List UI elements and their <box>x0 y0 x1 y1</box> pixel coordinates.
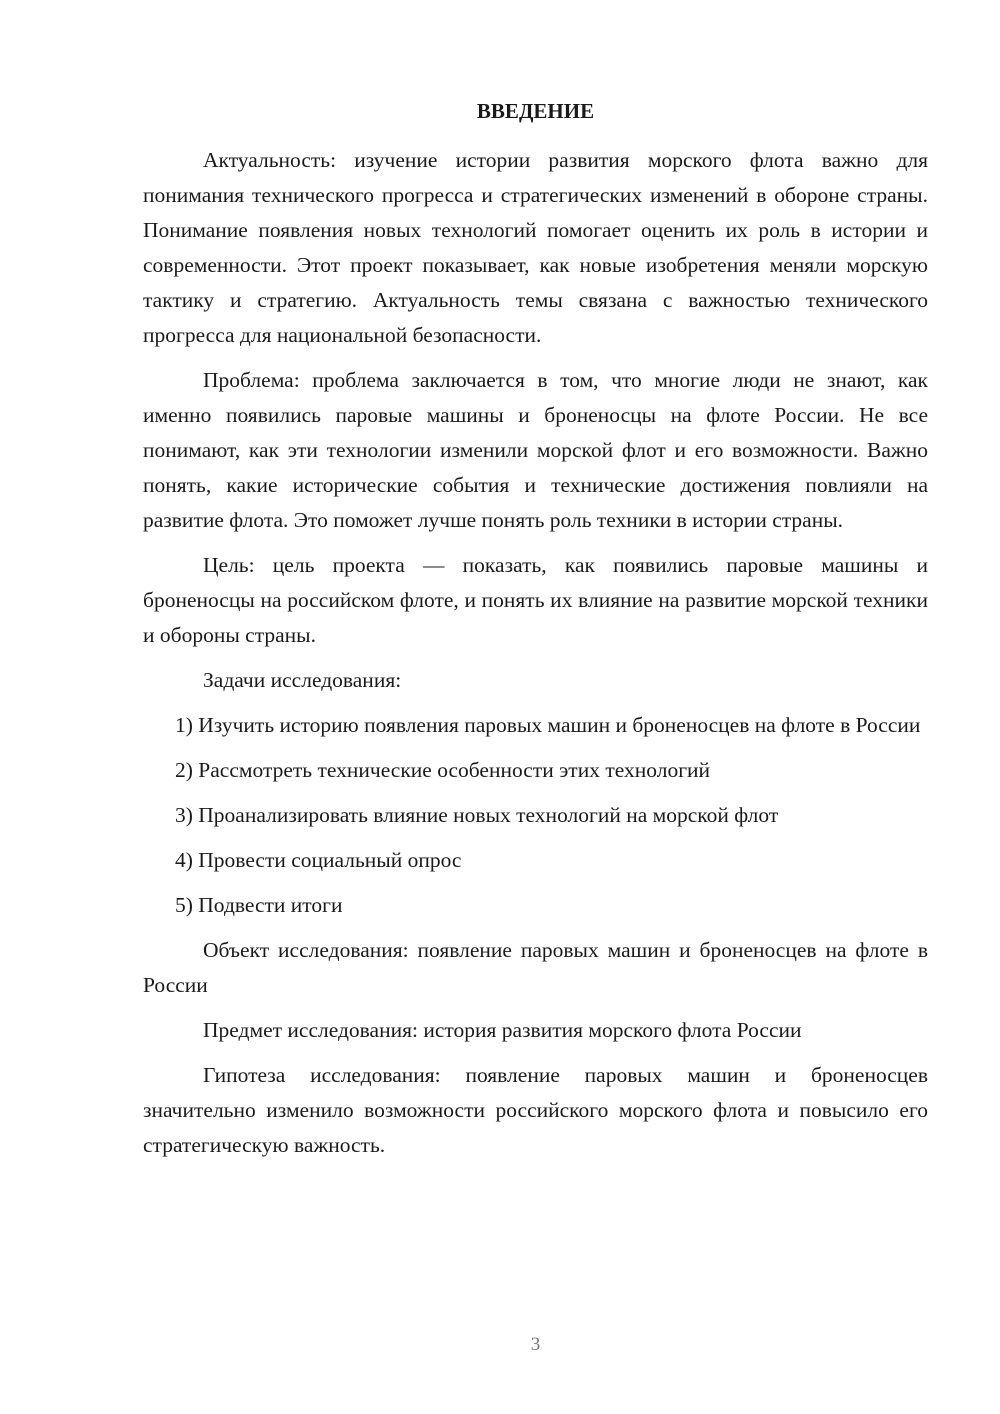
task-item: 5) Подвести итоги <box>175 893 343 917</box>
relevance-paragraph: Актуальность: изучение истории развития морского флота важно для понимания технического прогресса и стратегических изменений в обороне страны. Понимание появления новых технологий помогает оценить их роль в истории и современности. Этот проект показывает, как новые изобретения меняли морскую тактику и стратегию. Актуальность темы связана с важностью технического прогресса для национальной безопасности. <box>143 148 928 347</box>
problem-paragraph: Проблема: проблема заключается в том, что многие люди не знают, как именно появились паровые машины и броненосцы на флоте России. Не все понимают, как эти технологии изменили морской флот и его возможности. Важно понять, какие исторические события и технические достижения повлияли на развитие флота. Это поможет лучше понять роль техники в истории страны. <box>143 368 928 532</box>
task-item: 2) Рассмотреть технические особенности этих технологий <box>175 758 711 782</box>
task-item: 4) Провести социальный опрос <box>175 848 462 872</box>
task-item: 3) Проанализировать влияние новых технологий на морской флот <box>175 803 779 827</box>
tasks-heading: Задачи исследования: <box>203 668 402 692</box>
object-paragraph: Объект исследования: появление паровых машин и броненосцев на флоте в России <box>143 938 928 997</box>
page-number: 3 <box>530 1334 541 1355</box>
task-item: 1) Изучить историю появления паровых машин и броненосцев на флоте в России <box>175 713 921 737</box>
hypothesis-paragraph: Гипотеза исследования: появление паровых машин и броненосцев значительно изменило возможности российского морского флота и повысило его стратегическую важность. <box>143 1063 928 1157</box>
body-text <box>143 143 928 1173</box>
subject-paragraph: Предмет исследования: история развития морского флота России <box>203 1018 802 1042</box>
document-page <box>143 0 928 1414</box>
goal-paragraph: Цель: цель проекта — показать, как появились паровые машины и броненосцы на российском флоте, и понять их влияние на развитие морской техники и обороны страны. <box>143 553 928 647</box>
section-heading: ВВЕДЕНИЕ <box>476 99 595 123</box>
